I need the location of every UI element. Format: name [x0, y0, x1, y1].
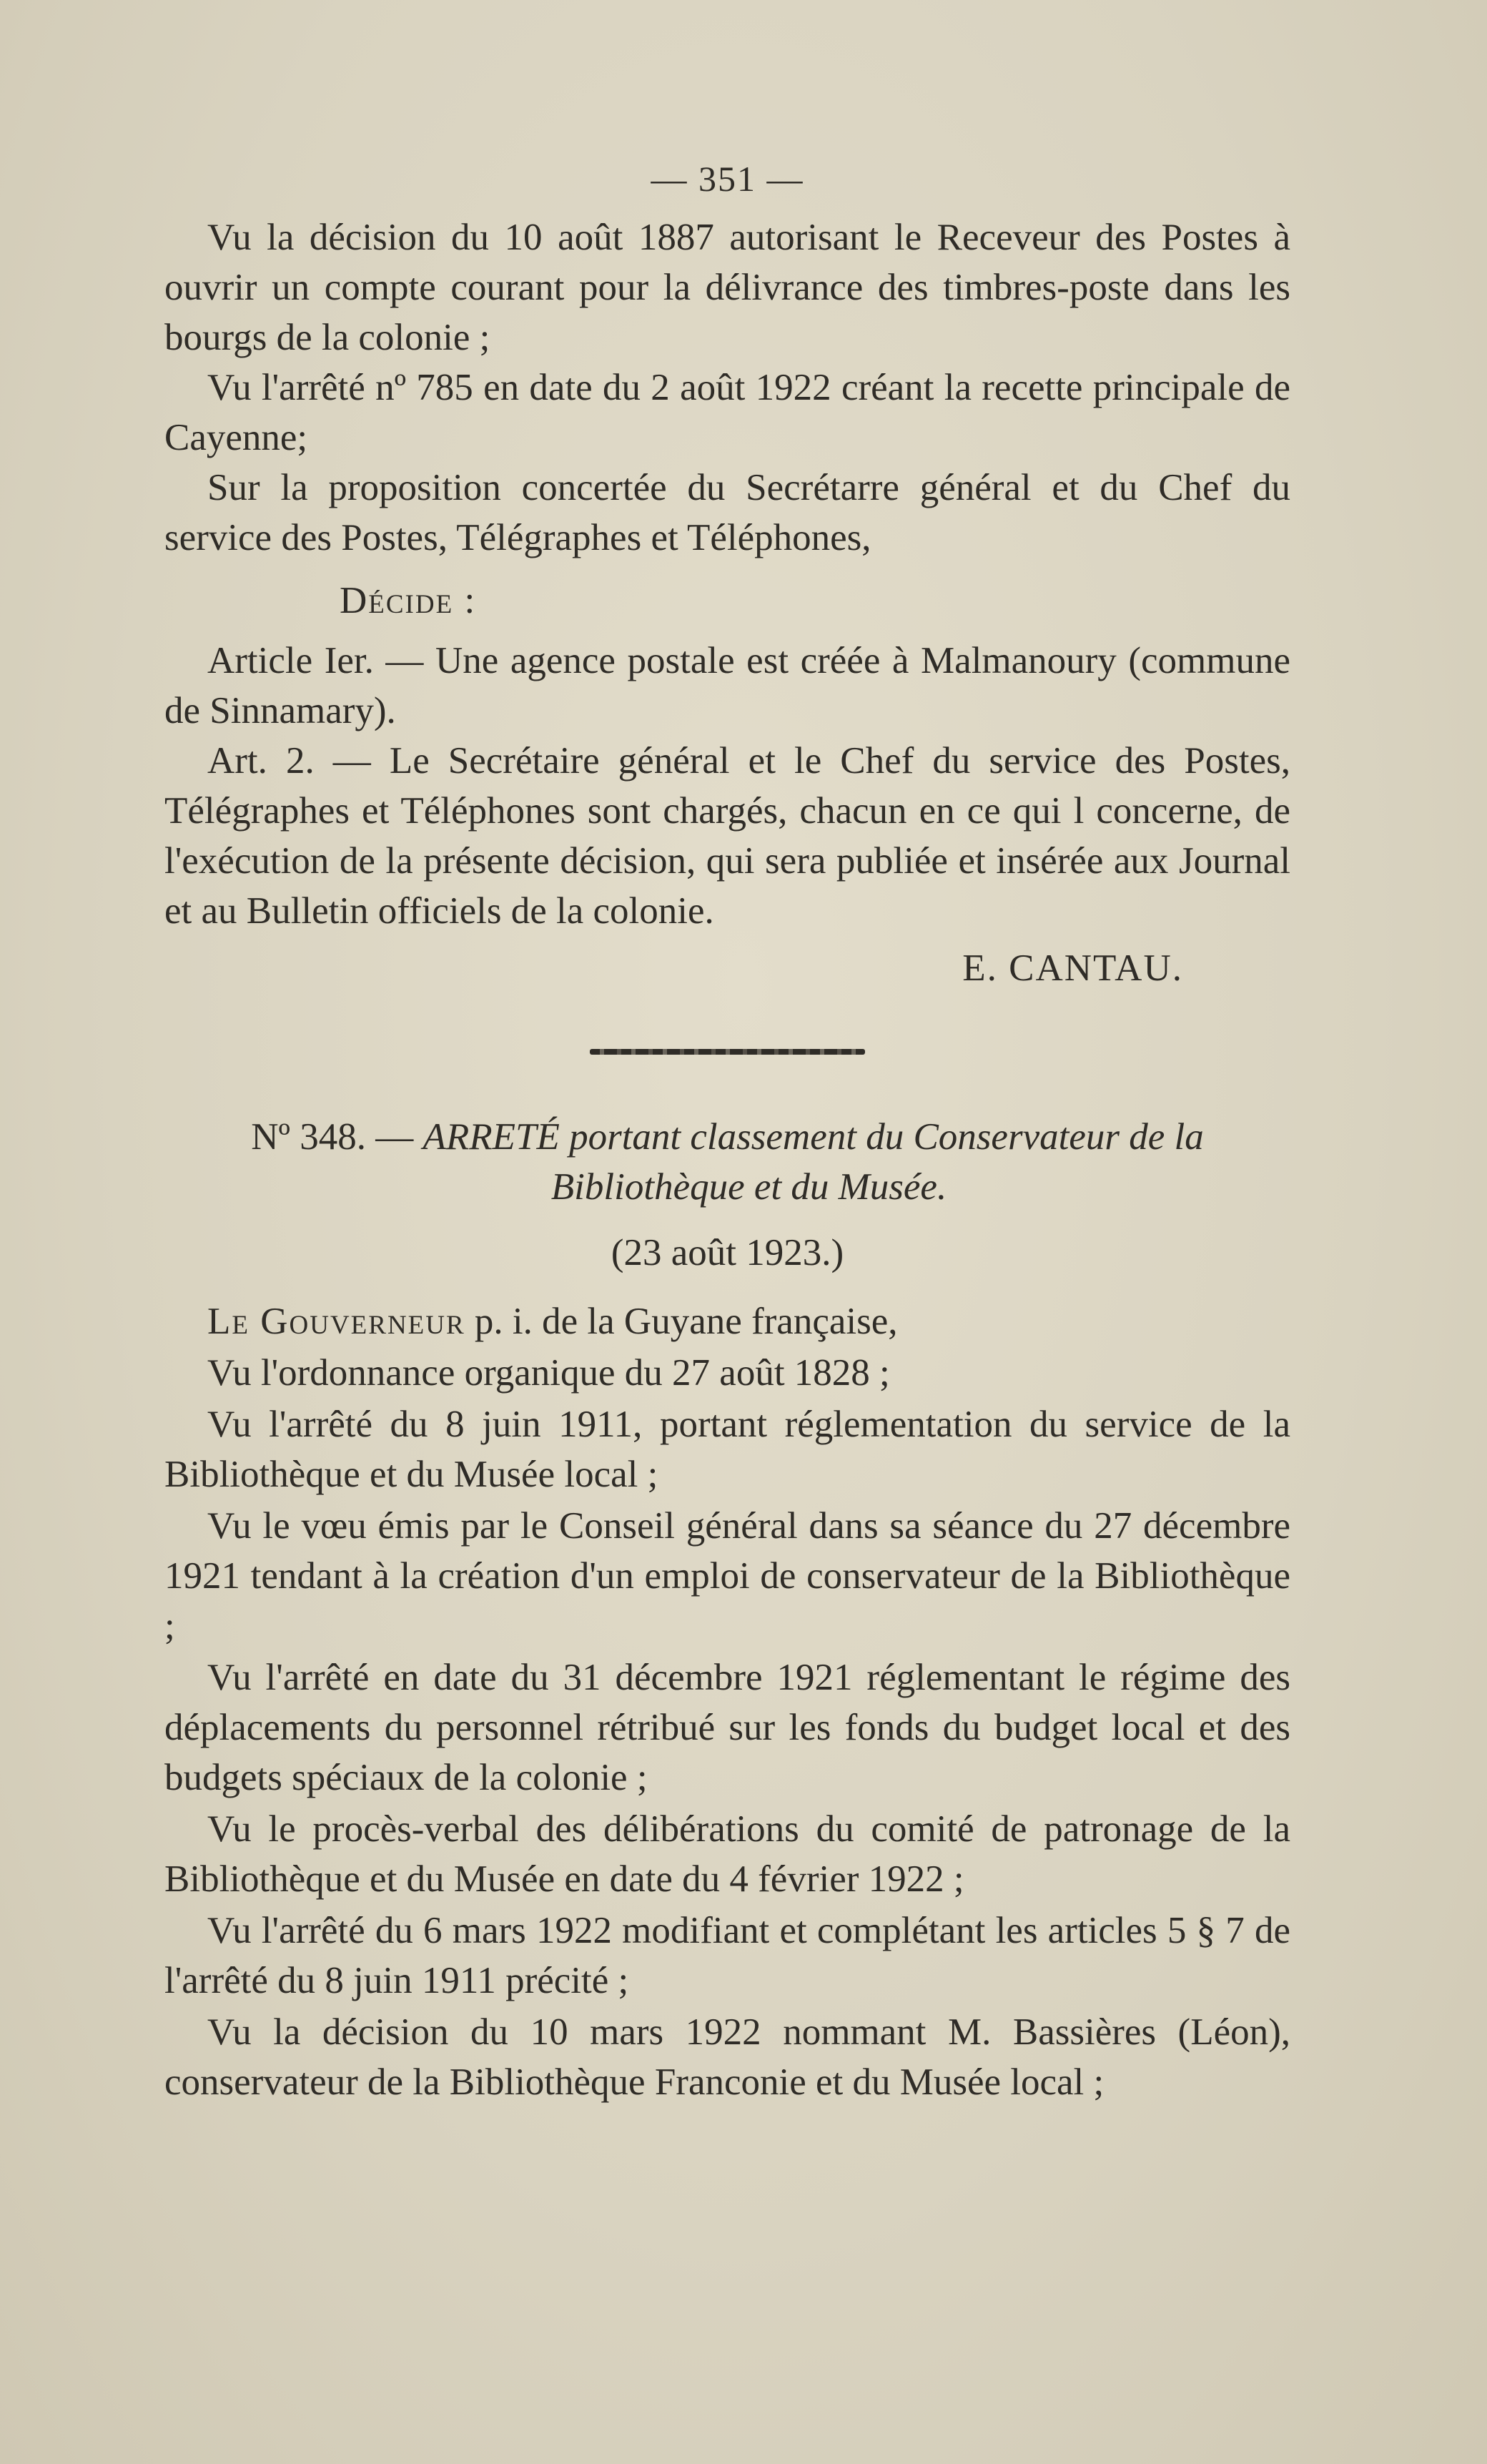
decree-number: Nº 348. — [251, 1116, 414, 1158]
paragraph: Vu la décision du 10 août 1887 autorisant le Receveur des Postes à ouvrir un compte courant pour la délivrance des timbres-poste dans les bourgs de la colonie ; [164, 217, 1290, 358]
decide-heading: Décide : [340, 580, 477, 621]
paragraph: Vu l'arrêté en date du 31 décembre 1921 réglementant le régime des déplacements du personnel rétribué sur les fonds du budget local et des budgets spéciaux de la colonie ; [164, 1657, 1290, 1798]
decree-heading [164, 1112, 1290, 1162]
decree-date: (23 août 1923.) [611, 1232, 844, 1273]
text-column [164, 154, 1290, 2107]
paragraph: Vu la décision du 10 mars 1922 nommant M. Bassières (Léon), conservateur de la Bibliothèque Franconie et du Musée local ; [164, 2011, 1290, 2103]
decree-title-line1: ARRETÉ portant classement du Conservateur de la [423, 1116, 1204, 1158]
paragraph: Vu l'arrêté du 6 mars 1922 modifiant et complétant les articles 5 § 7 de l'arrêté du 8 juin 1911 précité ; [164, 1910, 1290, 2001]
decree-title-line2: Bibliothèque et du Musée. [550, 1166, 947, 1208]
intro-rest: p. i. de la Guyane française, [465, 1301, 898, 1342]
intro-governor: Le Gouverneur [207, 1301, 465, 1342]
page-number: — 351 — [651, 159, 804, 199]
paragraph: Vu l'ordonnance organique du 27 août 1828 ; [207, 1352, 890, 1394]
signature: E. CANTAU. [962, 947, 1183, 989]
paragraph: Vu le vœu émis par le Conseil général dans sa séance du 27 décembre 1921 tendant à la création d'un emploi de conservateur de la Bibliothèque ; [164, 1505, 1290, 1647]
paragraph: Vu l'arrêté nº 785 en date du 2 août 1922 créant la recette principale de Cayenne; [164, 367, 1290, 458]
intro [164, 1296, 1290, 1346]
paragraph: Vu le procès-verbal des délibérations du comité de patronage de la Bibliothèque et du Musée en date du 4 février 1922 ; [164, 1808, 1290, 1900]
paragraph: Sur la proposition concertée du Secrétarre général et du Chef du service des Postes, Télégraphes et Téléphones, [164, 467, 1290, 558]
article: Article Ier. — Une agence postale est créée à Malmanoury (commune de Sinnamary). [164, 640, 1290, 731]
article: Art. 2. — Le Secrétaire général et le Chef du service des Postes, Télégraphes et Téléphones sont chargés, chacun en ce qui l concerne, de l'exécution de la présente décision, qui sera publiée et insérée aux Journal et au Bulletin officiels de la colonie. [164, 740, 1290, 932]
paragraph: Vu l'arrêté du 8 juin 1911, portant réglementation du service de la Bibliothèque et du Musée local ; [164, 1404, 1290, 1495]
section-divider [590, 1049, 865, 1055]
